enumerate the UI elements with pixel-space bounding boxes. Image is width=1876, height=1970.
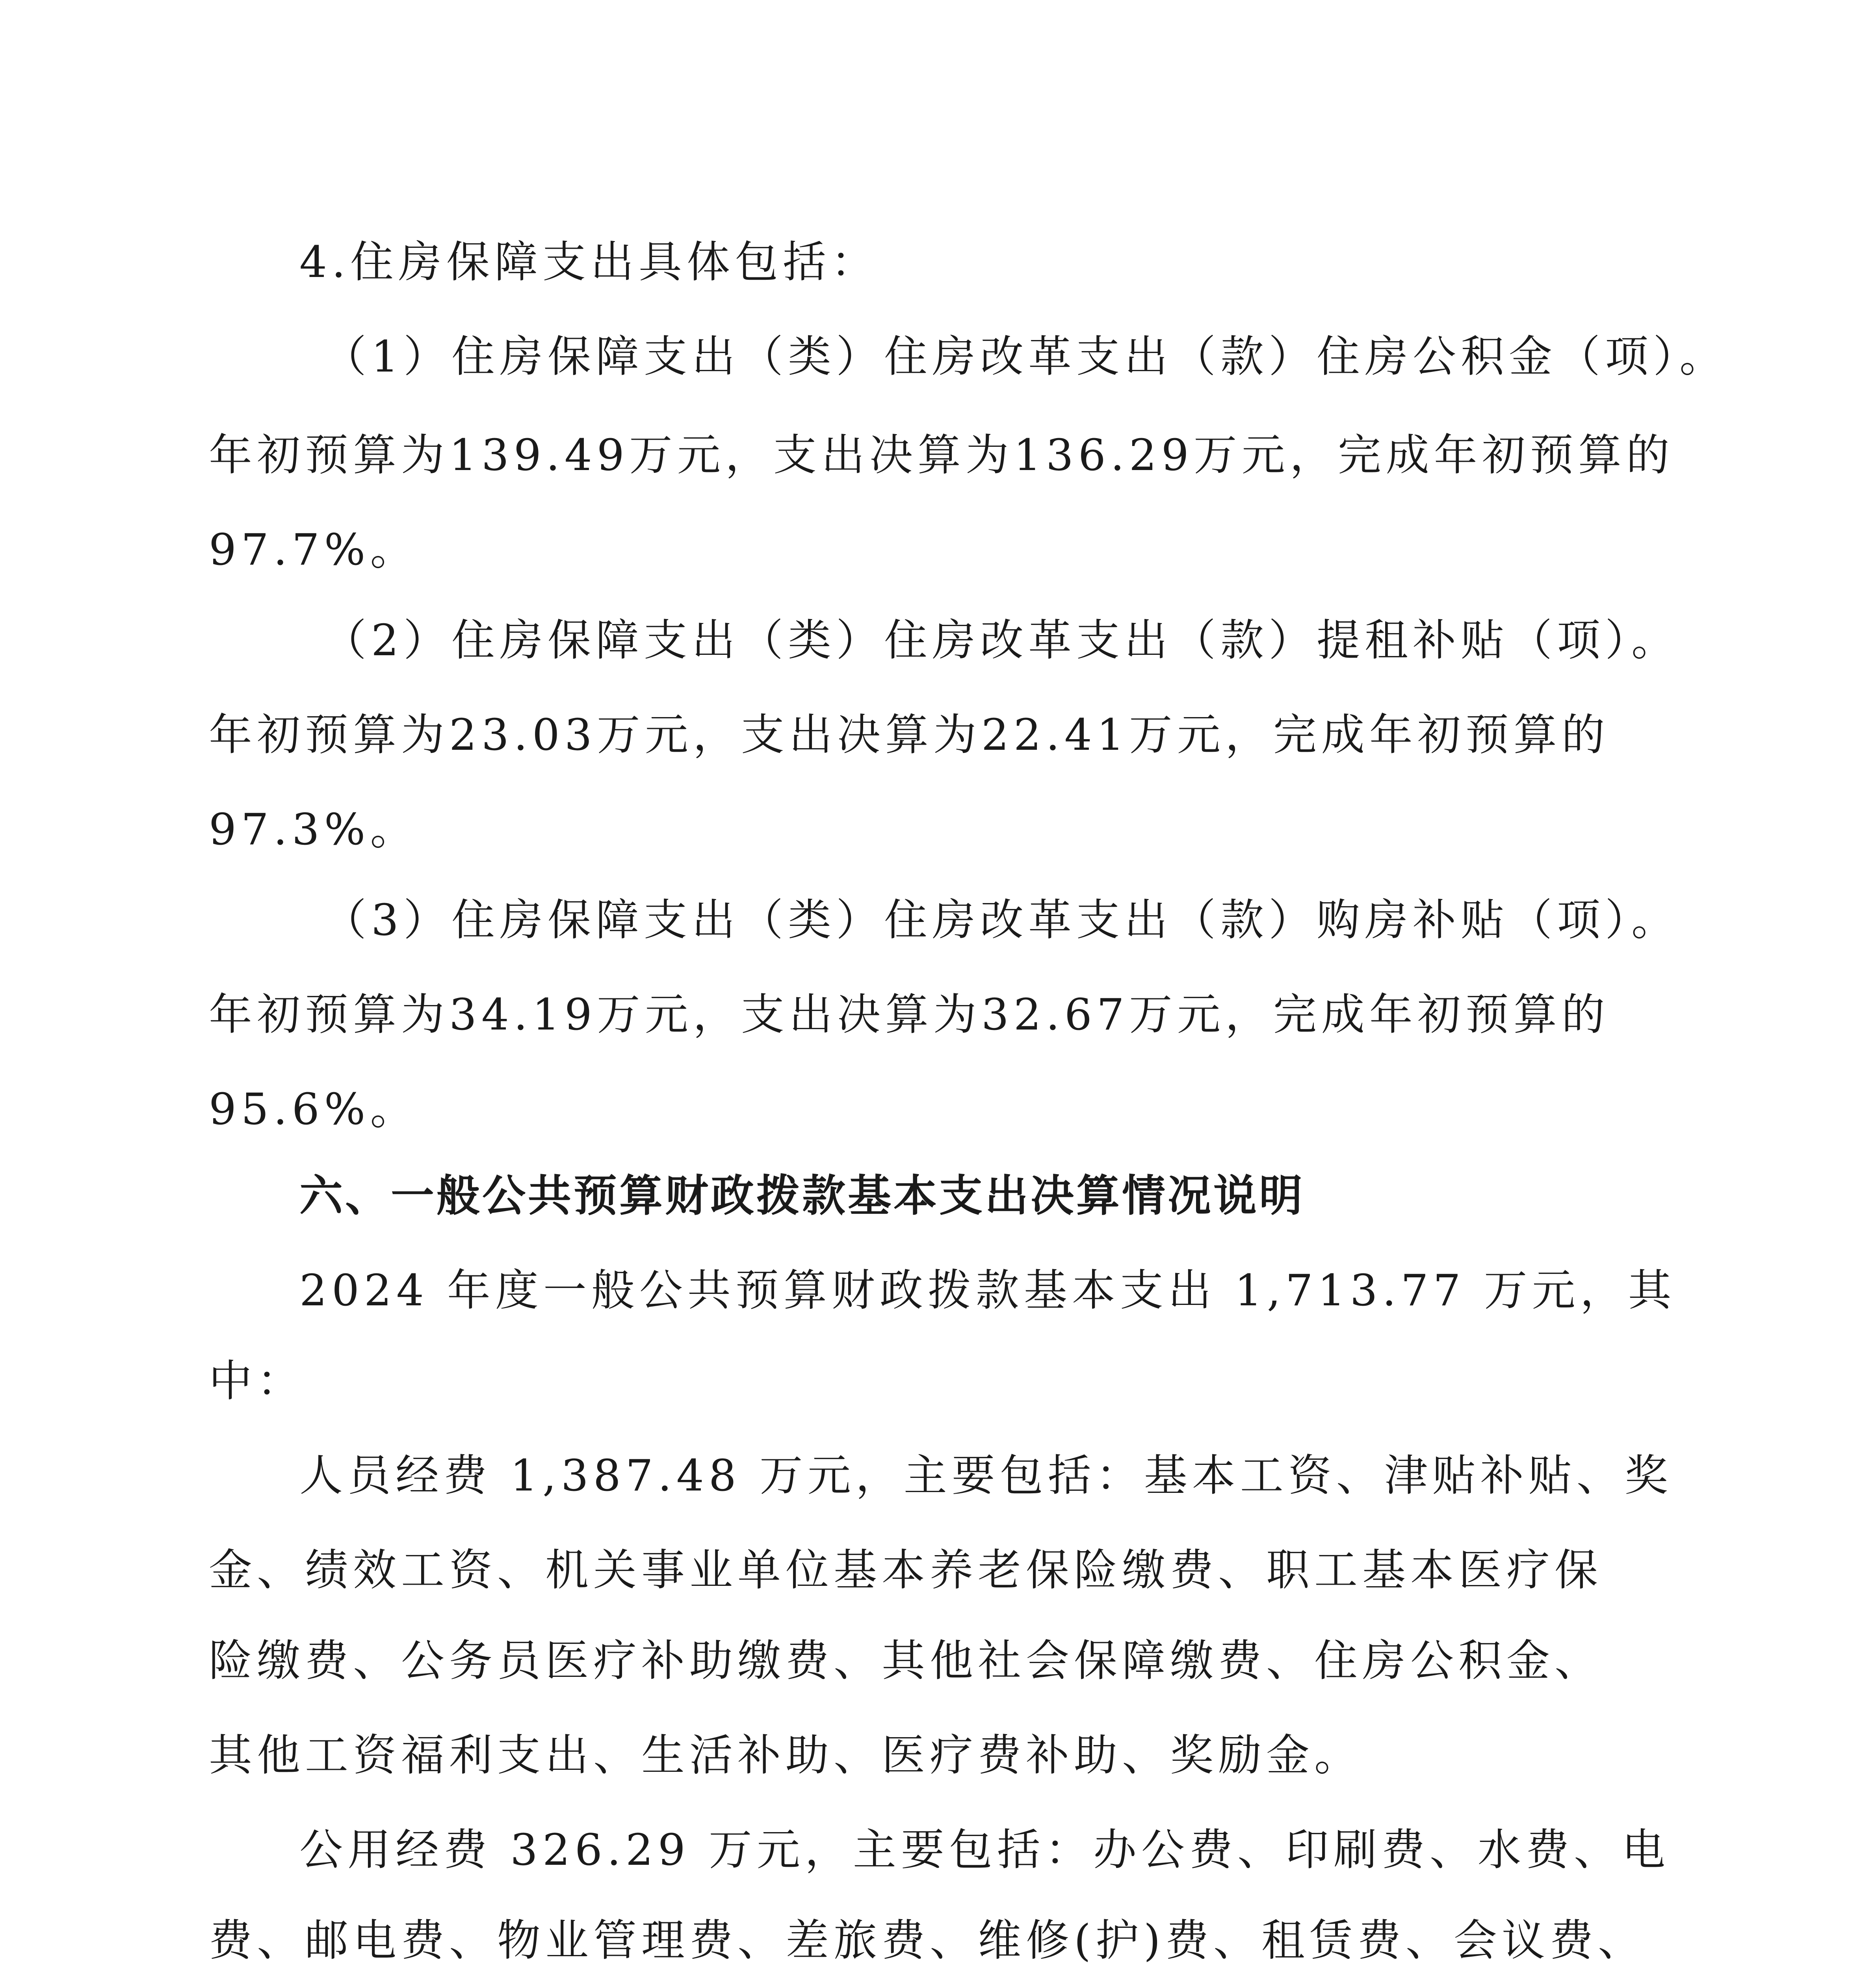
paragraph-line: 金、绩效工资、机关事业单位基本养老保险缴费、职工基本医疗保	[209, 1545, 1603, 1595]
paragraph-line: （1）住房保障支出（类）住房改革支出（款）住房公积金（项）。	[323, 331, 1727, 382]
paragraph-line: 公用经费 326.29 万元，主要包括：办公费、印刷费、水费、电	[299, 1825, 1670, 1875]
paragraph-line: 95.6%。	[209, 1084, 418, 1134]
paragraph-line: 险缴费、公务员医疗补助缴费、其他社会保障缴费、住房公积金、	[209, 1635, 1603, 1686]
paragraph-line: 2024 年度一般公共预算财政拨款基本支出 1,713.77 万元，其	[299, 1265, 1676, 1316]
paragraph-line: 费、邮电费、物业管理费、差旅费、维修(护)费、租赁费、会议费、	[209, 1915, 1646, 1966]
paragraph-line: （2）住房保障支出（类）住房改革支出（款）提租补贴（项）。	[323, 615, 1679, 665]
paragraph-line: 年初预算为139.49万元，支出决算为136.29万元，完成年初预算的	[209, 430, 1674, 480]
section-subheading-housing: 4.住房保障支出具体包括：	[299, 237, 879, 287]
paragraph-line: 年初预算为34.19万元，支出决算为32.67万元，完成年初预算的	[209, 989, 1610, 1040]
paragraph-line: 97.3%。	[209, 804, 418, 855]
paragraph-line: （3）住房保障支出（类）住房改革支出（款）购房补贴（项）。	[323, 895, 1679, 945]
section-heading-6: 六、一般公共预算财政拨款基本支出决算情况说明	[299, 1171, 1305, 1221]
paragraph-line: 97.7%。	[209, 524, 418, 575]
paragraph-line: 中：	[209, 1356, 305, 1406]
paragraph-line: 年初预算为23.03万元，支出决算为22.41万元，完成年初预算的	[209, 710, 1610, 760]
paragraph-line: 人员经费 1,387.48 万元，主要包括：基本工资、津贴补贴、奖	[299, 1450, 1673, 1501]
paragraph-line: 其他工资福利支出、生活补助、医疗费补助、奖励金。	[209, 1730, 1362, 1780]
